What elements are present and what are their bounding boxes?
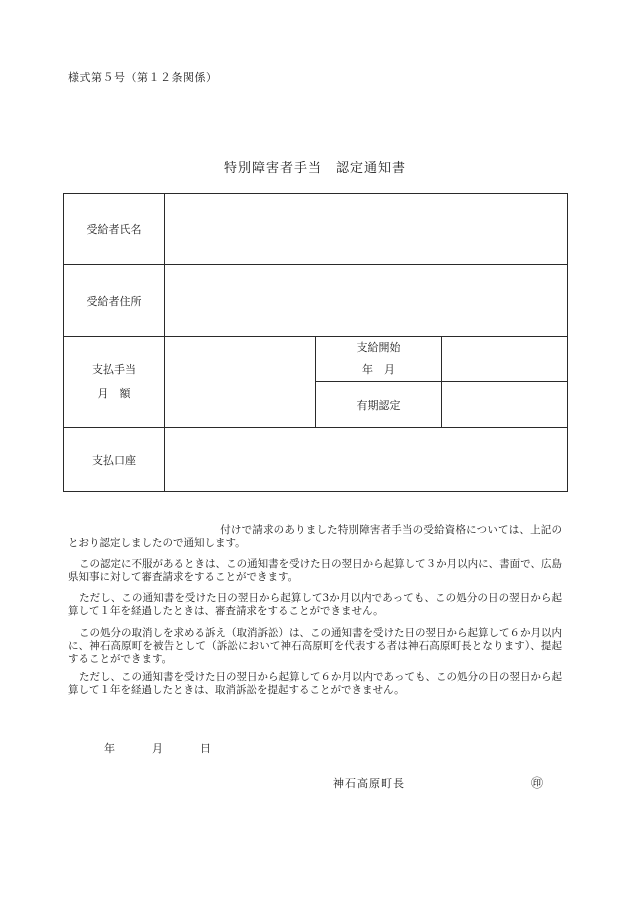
fixed-term-field[interactable] [442, 382, 568, 428]
paragraph-notice: 付けで請求のありました特別障害者手当の受給資格については、上記のとおり認定しましたので通知します。 [68, 524, 562, 549]
row-payment-upper [64, 337, 568, 382]
row-recipient-name [64, 194, 568, 265]
paragraph-appeal: この認定に不服があるときは、この通知書を受けた日の翌日から起算して３か月以内に、書面で、広島県知事に対して審査請求をすることができます。 [68, 558, 562, 583]
row-recipient-address [64, 265, 568, 337]
date-year: 年 [104, 742, 115, 755]
row-payment-account [64, 428, 568, 492]
payment-monthly-field[interactable] [165, 337, 316, 428]
paragraph-lawsuit-limit: ただし、この通知書を受けた日の翌日から起算して６か月以内であっても、この処分の日の翌日から起算して１年を経過したときは、取消訴訟を提起することができません。 [68, 671, 562, 696]
recipient-address-label: 受給者住所 [64, 265, 165, 337]
recipient-address-field[interactable] [165, 265, 568, 337]
payment-start-label: 支給開始 年 月 [316, 337, 442, 382]
form-number: 様式第５号（第１２条関係） [68, 71, 218, 84]
seal-mark: ㊞ [531, 776, 544, 790]
payment-monthly-label: 支払手当 月 額 [64, 337, 165, 428]
fixed-term-label: 有期認定 [316, 382, 442, 428]
document-title: 特別障害者手当 認定通知書 [223, 161, 406, 176]
date-month: 月 [152, 742, 163, 755]
date-day: 日 [200, 742, 211, 755]
payment-account-field[interactable] [165, 428, 568, 492]
recipient-name-label: 受給者氏名 [64, 194, 165, 265]
payment-start-field[interactable] [442, 337, 568, 382]
issuer-name: 神石高原町長 [333, 777, 405, 790]
recipient-name-field[interactable] [165, 194, 568, 265]
certification-table [63, 193, 568, 492]
paragraph-lawsuit: この処分の取消しを求める訴え（取消訴訟）は、この通知書を受けた日の翌日から起算して６か月以内に、神石高原町を被告として（訴訟において神石高原町を代表する者は神石高原町長となります）、提起することができます。 [68, 627, 562, 665]
paragraph-appeal-limit: ただし、この通知書を受けた日の翌日から起算して3か月以内であっても、この処分の日の翌日から起算して１年を経過したときは、審査請求をすることができません。 [68, 592, 562, 617]
payment-account-label: 支払口座 [64, 428, 165, 492]
